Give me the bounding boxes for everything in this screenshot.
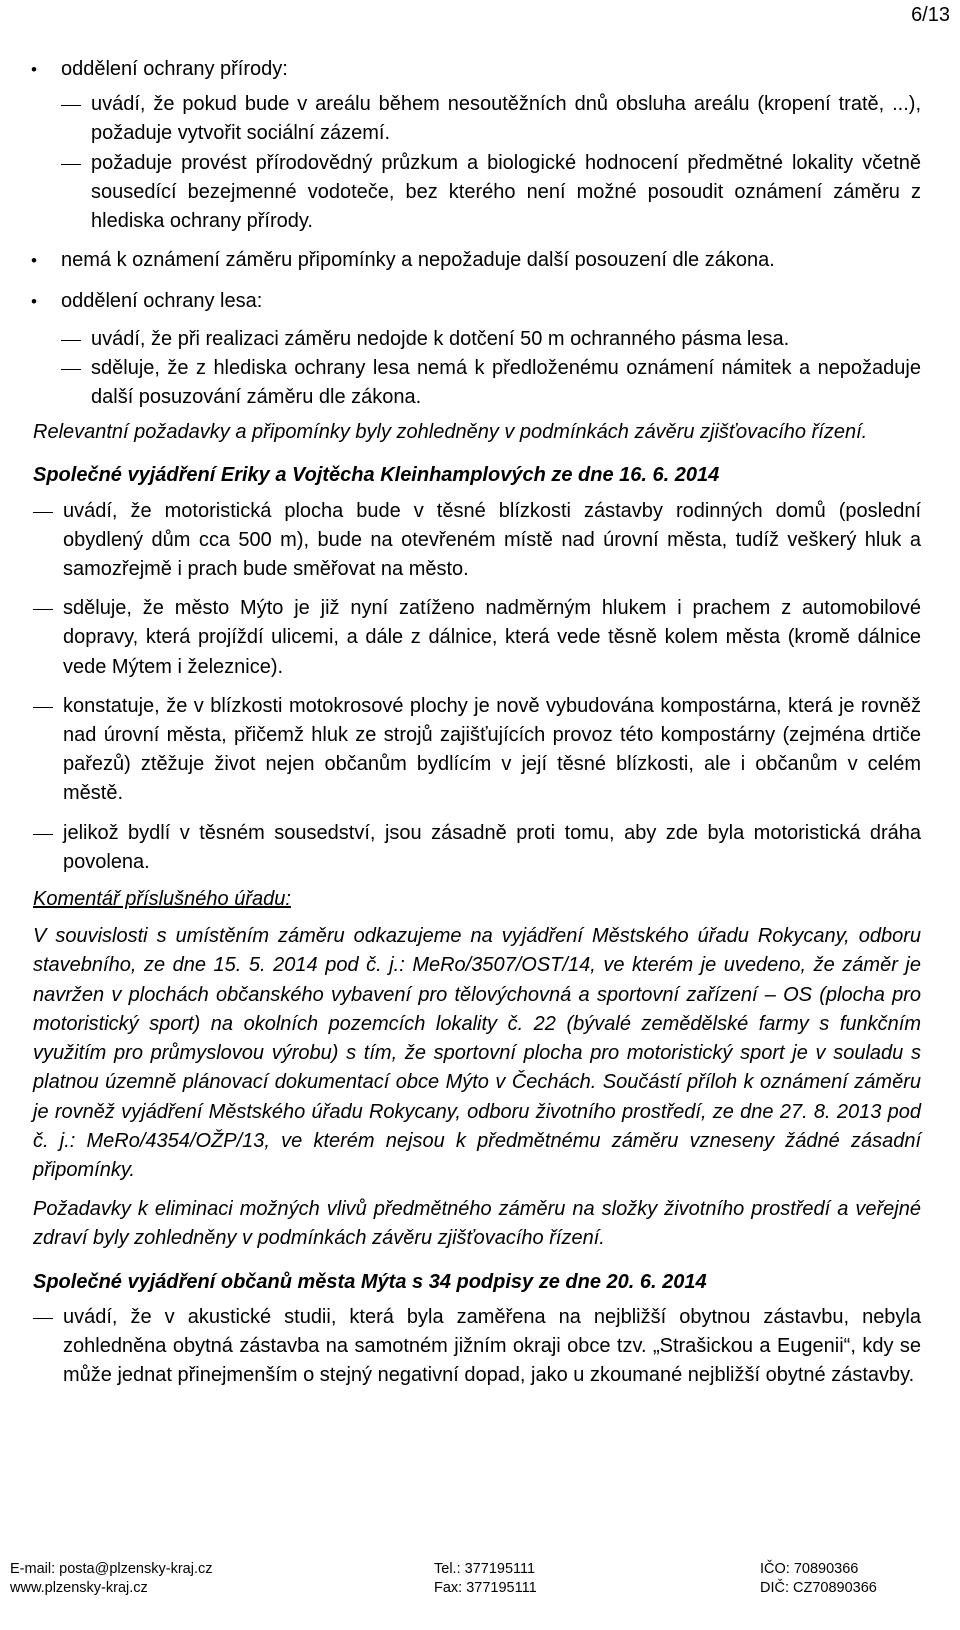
footer-fax: Fax: 377195111 bbox=[434, 1580, 537, 1596]
footer-dic: DIČ: CZ70890366 bbox=[760, 1580, 877, 1596]
bullet-ochrana-prirody: • oddělení ochrany přírody: bbox=[33, 55, 921, 84]
dash-item: uvádí, že motoristická plocha bude v těsné blízkosti zástavby rodinných domů (poslední obydlený dům cca 500 m), bude na otevřeném místě nad úrovní města, tudíž veškerý hluk a samozřejmě i prach bude směřovat na město. bbox=[33, 497, 921, 585]
bullet-nema-pripominky: • nemá k oznámení záměru připomínky a nepožaduje další posouzení dle zákona. bbox=[33, 246, 921, 275]
komentar-heading: Komentář příslušného úřadu: bbox=[33, 888, 291, 911]
dash-item: konstatuje, že v blízkosti motokrosové plochy je nově vybudována kompostárna, která je rovněž nad úrovní města, přičemž hluk ze strojů zajišťujících provoz této kompostárny (zejména drtiče pařezů) ztěžuje život nejen občanům bydlícím v její těsné blízkosti, ale i občanům v celém městě. bbox=[33, 692, 921, 809]
dash-item: sděluje, že město Mýto je již nyní zatíženo nadměrným hlukem i prachem z automobilové dopravy, která projíždí ulicemi, a dále z dálnice, která vede těsně kolem města (kromě dálnice vede Mýtem i železnice). bbox=[33, 594, 921, 682]
relevantni-note: Relevantní požadavky a připomínky byly zohledněny v podmínkách závěru zjišťovacího řízení. bbox=[33, 421, 868, 444]
komentar-text: V souvislosti s umístěním záměru odkazujeme na vyjádření Městského úřadu Rokycany, odboru stavebního, ze dne 15. 5. 2014 pod č. j.: MeRo/3507/OST/14, ve kterém je uvedeno, že záměr je navržen v plochách občanského vybavení pro tělovýchovná a sportovní zařízení – OS (plocha pro motoristický sport) na okolních pozemcích lokality č. 22 (bývalé zemědělské farmy s funkčním využitím pro průmyslovou výrobu) s tím, že sportovní plocha pro motoristický sport je v souladu s platnou územně plánovací dokumentací obce Mýto v Čechách. Součástí příloh k oznámení záměru je rovněž vyjádření Městského úřadu Rokycany, odboru životního prostředí, ze dne 27. 8. 2013 pod č. j.: MeRo/4354/OŽP/13, ve kterém nejsou k předmětnému záměru vzneseny žádné zásadní připomínky. bbox=[33, 925, 921, 1181]
dash-item: uvádí, že při realizaci záměru nedojde k dotčení 50 m ochranného pásma lesa. bbox=[33, 325, 921, 354]
section-heading-obcane: Společné vyjádření občanů města Mýta s 34 podpisy ze dne 20. 6. 2014 bbox=[33, 1270, 707, 1293]
dash-item: sděluje, že z hlediska ochrany lesa nemá k předloženému oznámení námitek a nepožaduje další posuzování záměru dle zákona. bbox=[33, 354, 921, 412]
section-heading-kleinhamplovi: Společné vyjádření Eriky a Vojtěcha Kleinhamplových ze dne 16. 6. 2014 bbox=[33, 464, 720, 487]
dash-item: požaduje provést přírodovědný průzkum a biologické hodnocení předmětné lokality včetně sousedící bezejmenné vodoteče, bez kterého není možné posoudit oznámení záměru z hlediska ochrany přírody. bbox=[33, 149, 921, 237]
footer-tel: Tel.: 377195111 bbox=[434, 1561, 536, 1577]
pozadavky-note: Požadavky k eliminaci možných vlivů předmětného záměru na složky životního prostředí a veřejné zdraví byly zohledněny v podmínkách závěru zjišťovacího řízení. bbox=[33, 1198, 921, 1250]
dash-item: uvádí, že v akustické studii, která byla zaměřena na nejbližší obytnou zástavbu, nebyla zohledněna obytná zástavba na samotném jižním okraji obce tzv. „Strašickou a Eugenii“, kdy se může jednat přinejmenším o stejný negativní dopad, jako u zkoumané nejbližší obytné zástavby. bbox=[33, 1303, 921, 1391]
footer-web: www.plzensky-kraj.cz bbox=[10, 1580, 148, 1596]
bullet-ochrana-lesa: • oddělení ochrany lesa: bbox=[33, 287, 921, 316]
page-number: 6/13 bbox=[911, 4, 950, 26]
dash-item: uvádí, že pokud bude v areálu během nesoutěžních dnů obsluha areálu (kropení tratě, ...), požaduje vytvořit sociální zázemí. bbox=[33, 90, 921, 148]
dash-item: jelikož bydlí v těsném sousedství, jsou zásadně proti tomu, aby zde byla motoristická dráha povolena. bbox=[33, 819, 921, 877]
footer-ico: IČO: 70890366 bbox=[760, 1561, 859, 1577]
footer-phone bbox=[434, 1560, 537, 1598]
document-body bbox=[33, 55, 921, 1390]
footer-contact bbox=[10, 1560, 212, 1598]
footer-ids bbox=[760, 1560, 877, 1598]
footer-email: E-mail: posta@plzensky-kraj.cz bbox=[10, 1561, 213, 1577]
